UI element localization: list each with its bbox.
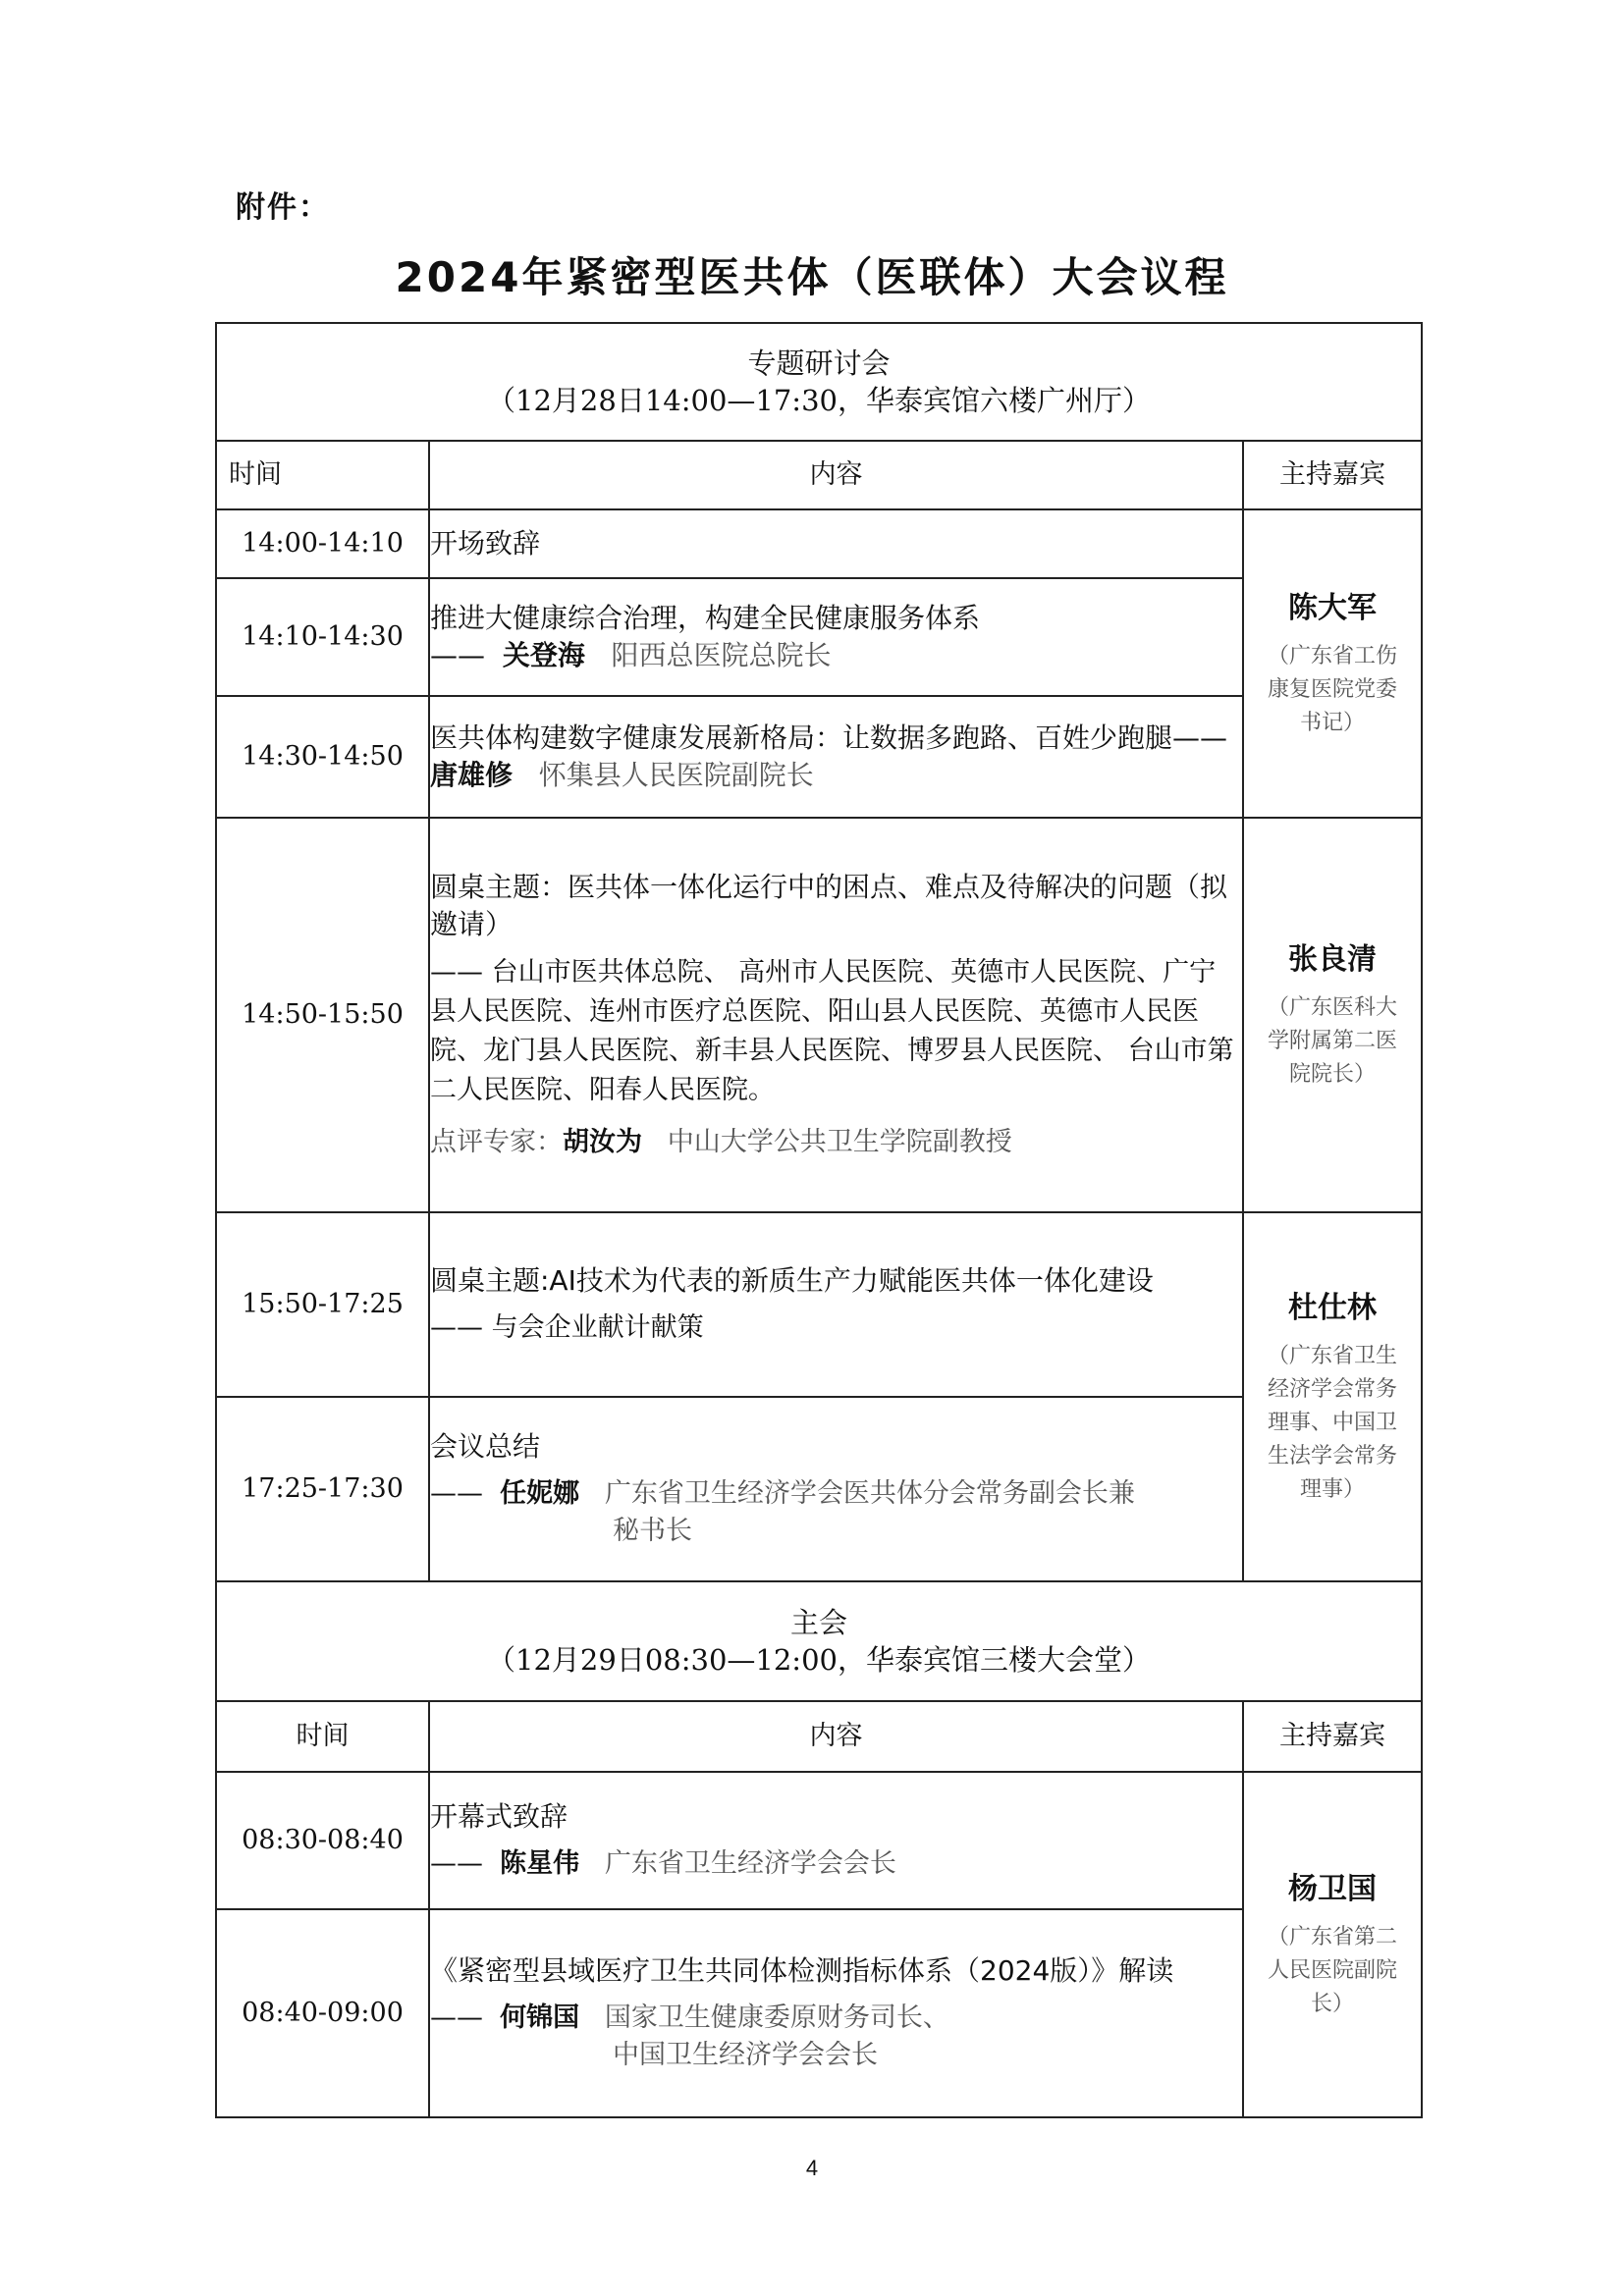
column-header-row <box>216 1701 1422 1772</box>
host-name: 张良清 <box>1288 942 1377 977</box>
section-subtitle: （12月28日14:00—17:30，华泰宾馆六楼广州厅） <box>487 384 1151 417</box>
host-cell <box>1243 509 1422 818</box>
topic-text: 圆桌主题:AI技术为代表的新质生产力赋能医共体一体化建设 <box>430 1264 1154 1297</box>
section-header-seminar <box>216 323 1422 441</box>
host-title: （广东省第二人民医院副院长） <box>1267 1925 1397 2016</box>
speaker-affiliation-cont: 中国卫生经济学会会长 <box>613 2040 878 2070</box>
host-cell <box>1243 818 1422 1212</box>
section-subtitle: （12月29日08:30—12:00，华泰宾馆三楼大会堂） <box>487 1643 1151 1677</box>
speaker-affiliation: 国家卫生健康委原财务司长、 <box>604 2002 949 2033</box>
page-number: 4 <box>805 2156 819 2180</box>
time-cell: 14:50-15:50 <box>216 818 429 1212</box>
content-cell <box>429 696 1243 818</box>
speaker-line <box>430 1845 1242 1883</box>
header-host: 主持嘉宾 <box>1243 1701 1422 1772</box>
document-title: 2024年紧密型医共体（医联体）大会议程 <box>395 253 1229 301</box>
dash: —— <box>430 639 485 671</box>
topic-text: 开幕式致辞 <box>430 1800 568 1833</box>
section-header-main <box>216 1581 1422 1701</box>
host-title: （广东省工伤康复医院党委书记） <box>1267 644 1397 735</box>
time-cell: 15:50-17:25 <box>216 1212 429 1397</box>
host-title: （广东省卫生经济学会常务理事、中国卫生法学会常务理事） <box>1267 1344 1397 1502</box>
speaker-name: 陈星伟 <box>500 1848 580 1879</box>
section-header-cell <box>216 1581 1422 1701</box>
table-row <box>216 1397 1422 1581</box>
host-name: 陈大军 <box>1288 591 1377 625</box>
header-time: 时间 <box>216 441 429 509</box>
dash: —— <box>430 1478 483 1509</box>
comment-line <box>430 1124 1242 1161</box>
attachment-label: 附件： <box>236 190 330 225</box>
speaker-affiliation-cont: 秘书长 <box>613 1516 692 1546</box>
column-header-row <box>216 441 1422 509</box>
table-row <box>216 509 1422 578</box>
content-cell <box>429 1212 1243 1397</box>
time-cell: 14:10-14:30 <box>216 578 429 696</box>
speaker-line <box>430 2000 1242 2037</box>
topic-text: 开场致辞 <box>430 527 541 560</box>
header-content: 内容 <box>429 1701 1243 1772</box>
host-name: 杜仕林 <box>1288 1291 1377 1325</box>
content-cell <box>429 509 1243 578</box>
host-cell <box>1243 1772 1422 2117</box>
dash: —— <box>430 1848 483 1879</box>
table-row <box>216 696 1422 818</box>
content-cell <box>429 1909 1243 2117</box>
speaker-name: 何锦国 <box>500 2002 580 2033</box>
time-cell: 17:25-17:30 <box>216 1397 429 1581</box>
time-cell: 08:30-08:40 <box>216 1772 429 1909</box>
content-cell <box>429 818 1243 1212</box>
speaker-line: —— 与会企业献计献策 <box>430 1312 704 1343</box>
speaker-affiliation: 广东省卫生经济学会医共体分会常务副会长兼 <box>604 1478 1135 1509</box>
speaker-line <box>430 1475 1242 1513</box>
participant-list: —— 台山市医共体总院、 高州市人民医院、英德市人民医院、广宁县人民医院、连州市医疗总医院、阳山县人民医院、英德市人民医院、龙门县人民医院、新丰县人民医院、博罗县人民医院、 台山市第二人民医院、阳春人民医院。 <box>430 957 1234 1105</box>
header-content: 内容 <box>429 441 1243 509</box>
speaker-name: 唐雄修 <box>430 759 514 791</box>
topic-text: 会议总结 <box>430 1430 541 1463</box>
speaker-name: 关登海 <box>502 639 585 671</box>
header-time: 时间 <box>216 1701 429 1772</box>
header-host: 主持嘉宾 <box>1243 441 1422 509</box>
time-cell: 08:40-09:00 <box>216 1909 429 2117</box>
agenda-table <box>215 322 1423 2118</box>
comment-affiliation: 中山大学公共卫生学院副教授 <box>667 1127 1012 1157</box>
section-header-cell <box>216 323 1422 441</box>
host-name: 杨卫国 <box>1288 1872 1377 1906</box>
host-title: （广东医科大学附属第二医院院长） <box>1267 995 1397 1087</box>
speaker-affiliation: 怀集县人民医院副院长 <box>538 759 814 791</box>
section-title: 专题研讨会 <box>747 347 891 380</box>
table-row <box>216 818 1422 1212</box>
table-row <box>216 1909 1422 2117</box>
topic-text: 《紧密型县域医疗卫生共同体检测指标体系（2024版）》解读 <box>430 1954 1174 1987</box>
speaker-affiliation: 阳西总医院总院长 <box>611 639 832 671</box>
host-cell <box>1243 1212 1422 1581</box>
table-row <box>216 578 1422 696</box>
dash: —— <box>430 2002 483 2033</box>
topic-text <box>430 720 1242 794</box>
time-cell: 14:30-14:50 <box>216 696 429 818</box>
section-title: 主会 <box>789 1606 847 1639</box>
topic-text: 推进大健康综合治理，构建全民健康服务体系 <box>430 602 981 634</box>
time-cell: 14:00-14:10 <box>216 509 429 578</box>
table-row <box>216 1772 1422 1909</box>
topic-text: 圆桌主题：医共体一体化运行中的困点、难点及待解决的问题（拟邀请） <box>430 871 1228 940</box>
content-cell <box>429 1397 1243 1581</box>
comment-label: 点评专家： <box>430 1127 563 1157</box>
speaker-name: 任妮娜 <box>500 1478 580 1509</box>
comment-speaker: 胡汝为 <box>563 1127 642 1157</box>
content-cell <box>429 578 1243 696</box>
table-row <box>216 1212 1422 1397</box>
topic-main: 医共体构建数字健康发展新格局：让数据多跑路、百姓少跑腿—— <box>430 721 1228 754</box>
speaker-line <box>430 637 1242 674</box>
speaker-affiliation: 广东省卫生经济学会会长 <box>604 1848 896 1879</box>
content-cell <box>429 1772 1243 1909</box>
